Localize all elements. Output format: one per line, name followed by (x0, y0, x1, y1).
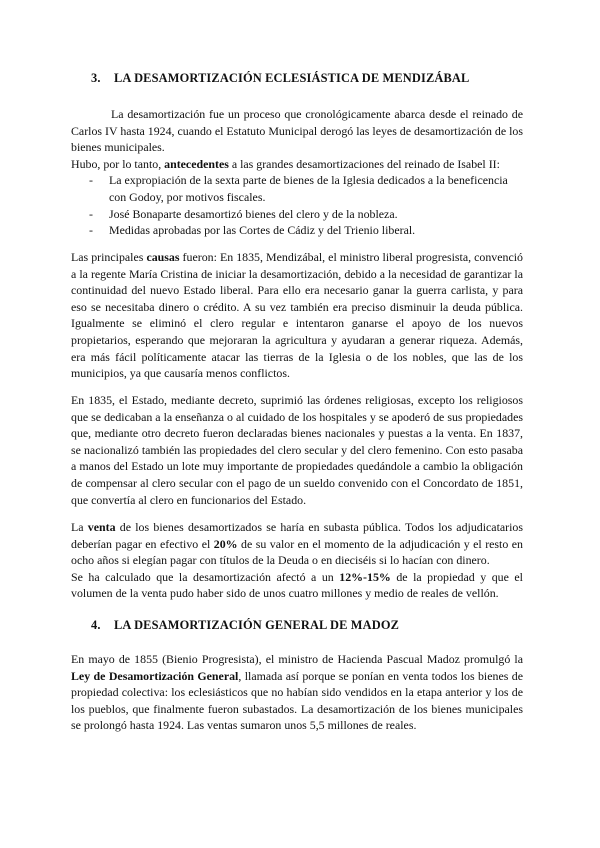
causas-bold: causas (146, 250, 180, 264)
antecedentes-bold: antecedentes (164, 156, 229, 171)
madoz-text-before: En mayo de 1855 (Bienio Progresista), el ministro de Hacienda Pascual Madoz promulgó la (71, 652, 523, 666)
decreto-paragraph: En 1835, el Estado, mediante decreto, suprimió las órdenes religiosas, excepto los religiosos que se dedicaban a la enseñanza o al cuidado de los hospitales y se apoderó de sus propiedades que, mediante otro decreto fueron declaradas bienes nacionales y puestas a la venta. En 1837, se nacionalizó también las propiedades del clero secular y del clero femenino. Con esto pasaba a manos del Estado un lote muy importante de propiedades quedándole a cambio la obligación de compensar al clero secular con el pago de un sueldo convenido con el Concordato de 1851, que convertía al clero en funcionarios del Estado. (71, 393, 523, 507)
venta-bold: venta (87, 520, 116, 534)
section-4-title: LA DESAMORTIZACIÓN GENERAL DE MADOZ (114, 618, 400, 632)
list-item: - La expropiación de la sexta parte de bienes de la Iglesia dedicados a la beneficencia con Godoy, por motivos fiscales. (71, 172, 523, 205)
antecedentes-paragraph (71, 156, 523, 173)
section-4-heading (91, 617, 399, 634)
venta-text-after: de su valor en el momento de la adjudicación y el resto en ocho años si elegían pagar con títulos de la Deuda o en dieciséis si lo hacían con dinero. (71, 536, 524, 568)
venta-percentage: 20% (213, 536, 238, 551)
venta-block (71, 519, 523, 602)
intro-paragraph: La desamortización fue un proceso que cronológicamente abarca desde el reinado de Carlos IV hasta 1924, cuando el Estatuto Municipal derogó las leyes de desamortización de los bienes municipales. (71, 107, 523, 155)
calculo-percentage: 12%-15% (339, 569, 391, 584)
list-item: - José Bonaparte desamortizó bienes del clero y de la nobleza. (71, 206, 523, 223)
section-3-intro-block (71, 106, 523, 239)
venta-text-before: La (71, 520, 88, 534)
decreto-block (71, 392, 523, 508)
causas-text-after: fueron: En 1835, Mendizábal, el ministro liberal progresista, convenció a la regente María Cristina de iniciar la desamortización, debido a la necesidad de garantizar la continuidad del nuevo Estado liberal. Para ello era necesario ganar la guerra carlista, y para eso se necesitaba dinero o crédito. A su vez también era preciso disminuir la deuda pública. Igualmente se eliminó el clero regular e intentaron ganarse el apoyo de los nuevos propietarios, esperando que mejoraran la agricultura y ayudaran a generar riqueza. Además, era más fácil políticamente atacar las tierras de la Iglesia o de los nobles, que las de los municipios, ya que causaría menos conflictos. (71, 250, 524, 381)
calculo-text-after: de la propiedad y que el volumen de la venta pudo haber sido de unos cuatro millones y medio de reales de vellón. (71, 569, 523, 601)
section-3-heading (91, 70, 469, 87)
section-3-title: LA DESAMORTIZACIÓN ECLESIÁSTICA DE MENDIZÁBAL (114, 71, 470, 85)
causas-text-before: Las principales (71, 250, 147, 264)
calculo-paragraph (71, 569, 523, 602)
madoz-paragraph (71, 651, 523, 734)
causas-paragraph (71, 249, 523, 382)
antecedentes-list (71, 172, 523, 238)
calculo-text-before: Se ha calculado que la desamortización afectó a un (71, 569, 340, 584)
section-4-number: 4. (91, 618, 101, 632)
venta-text-middle: de los bienes desamortizados se haría en subasta pública. Todos los adjudicatarios deberían pagar en efectivo el (71, 520, 524, 551)
venta-paragraph (71, 519, 523, 569)
list-item: - Medidas aprobadas por las Cortes de Cádiz y del Trienio liberal. (71, 222, 523, 239)
section-3-number: 3. (91, 71, 101, 85)
madoz-text-after: , llamada así porque se ponían en venta todos los bienes de propiedad colectiva: los eclesiásticos que no habían sido vendidos en la etapa anterior y los de los pueblos, que finalmente fueron subastados. La desamortización de los bienes municipales se prolongó hasta 1924. Las ventas sumaron unos 5,5 millones de reales. (71, 668, 523, 733)
madoz-block (71, 651, 523, 734)
causas-block (71, 249, 523, 382)
antecedentes-text-after: a las grandes desamortizaciones del reinado de Isabel II: (228, 156, 500, 171)
antecedentes-text-before: Hubo, por lo tanto, (71, 156, 165, 171)
madoz-law-bold: Ley de Desamortización General (71, 668, 239, 683)
